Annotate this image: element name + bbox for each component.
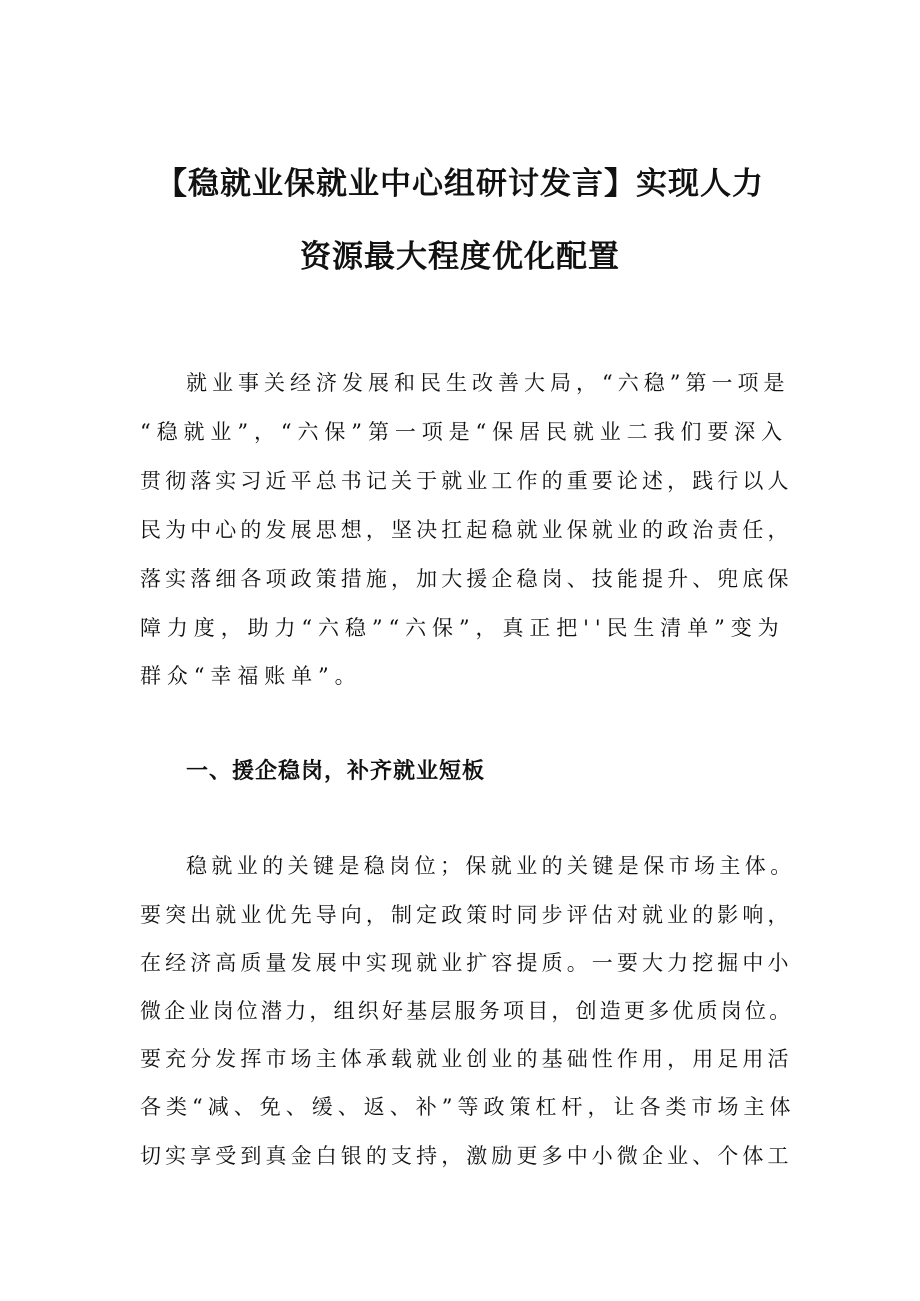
document-title-line-2: 资源最大程度优化配置: [300, 239, 620, 275]
document-title-line-1: 【稳就业保就业中心组研讨发言】实现人力: [156, 166, 764, 202]
intro-paragraph-line: 就业事关经济发展和民生改善大局，“六稳”第一项是: [186, 371, 790, 395]
intro-paragraph-line: 落实落细各项政策措施，加大援企稳岗、技能提升、兜底保: [140, 567, 793, 591]
section-1-heading: 一、援企稳岗，补齐就业短板: [186, 759, 486, 784]
intro-paragraph-line: 障力度，助力“六稳”“六保”，真正把''民生清单”变为: [140, 616, 785, 640]
section-1-paragraph-line: 在经济高质量发展中实现就业扩容提质。一要大力挖掘中小: [140, 951, 793, 975]
section-1-paragraph-line: 要突出就业优先导向，制定政策时同步评估对就业的影响，: [140, 903, 793, 927]
section-1-paragraph-line: 各类“减、免、缓、返、补”等政策杠杆，让各类市场主体: [140, 1095, 796, 1119]
intro-paragraph-line: 贯彻落实习近平总书记关于就业工作的重要论述，践行以人: [140, 469, 793, 493]
section-1-paragraph-line: 切实享受到真金白银的支持，激励更多中小微企业、个体工: [140, 1144, 793, 1168]
intro-paragraph-line: 群众“幸福账单”。: [140, 664, 362, 688]
section-1-paragraph-line: 要充分发挥市场主体承载就业创业的基础性作用，用足用活: [140, 1047, 793, 1071]
intro-paragraph-line: 民为中心的发展思想，坚决扛起稳就业保就业的政治责任，: [140, 518, 793, 542]
section-1-paragraph-line: 稳就业的关键是稳岗位；保就业的关键是保市场主体。: [186, 854, 796, 878]
section-1-paragraph-line: 微企业岗位潜力，组织好基层服务项目，创造更多优质岗位。: [140, 999, 794, 1023]
intro-paragraph-line: “稳就业”，“六保”第一项是“保居民就业二我们要深入: [140, 420, 789, 444]
